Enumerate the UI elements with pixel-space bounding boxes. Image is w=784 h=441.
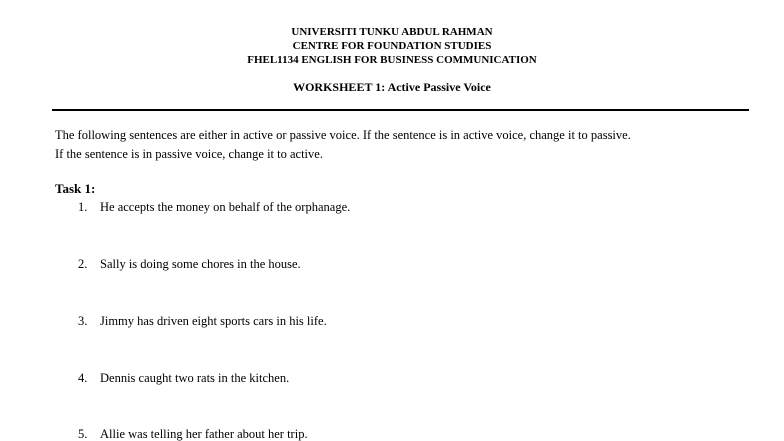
worksheet-title: WORKSHEET 1: Active Passive Voice [293, 80, 491, 94]
course-title: FHEL1134 ENGLISH FOR BUSINESS COMMUNICATION [247, 54, 537, 66]
question-text: He accepts the money on behalf of the orphanage. [100, 200, 351, 214]
question-number: 4. [78, 371, 88, 385]
question-number: 5. [78, 427, 88, 441]
instructions-line-1: The following sentences are either in active or passive voice. If the sentence is in active voice, change it to passive. [55, 128, 631, 142]
question-number: 3. [78, 314, 88, 328]
task-heading: Task 1: [55, 181, 96, 196]
header-divider [52, 109, 749, 111]
question-item [78, 200, 350, 215]
university-name: UNIVERSITI TUNKU ABDUL RAHMAN [291, 26, 493, 38]
centre-name: CENTRE FOR FOUNDATION STUDIES [292, 40, 492, 52]
instructions-line-2: If the sentence is in passive voice, change it to active. [55, 147, 323, 161]
question-text: Dennis caught two rats in the kitchen. [100, 371, 290, 385]
question-item [78, 257, 301, 272]
question-number: 1. [78, 200, 88, 214]
question-text: Allie was telling her father about her trip. [100, 427, 308, 441]
question-item [78, 314, 327, 329]
question-text: Jimmy has driven eight sports cars in his life. [100, 314, 327, 328]
question-item [78, 371, 289, 386]
question-item [78, 427, 308, 441]
question-number: 2. [78, 257, 88, 271]
question-text: Sally is doing some chores in the house. [100, 257, 301, 271]
